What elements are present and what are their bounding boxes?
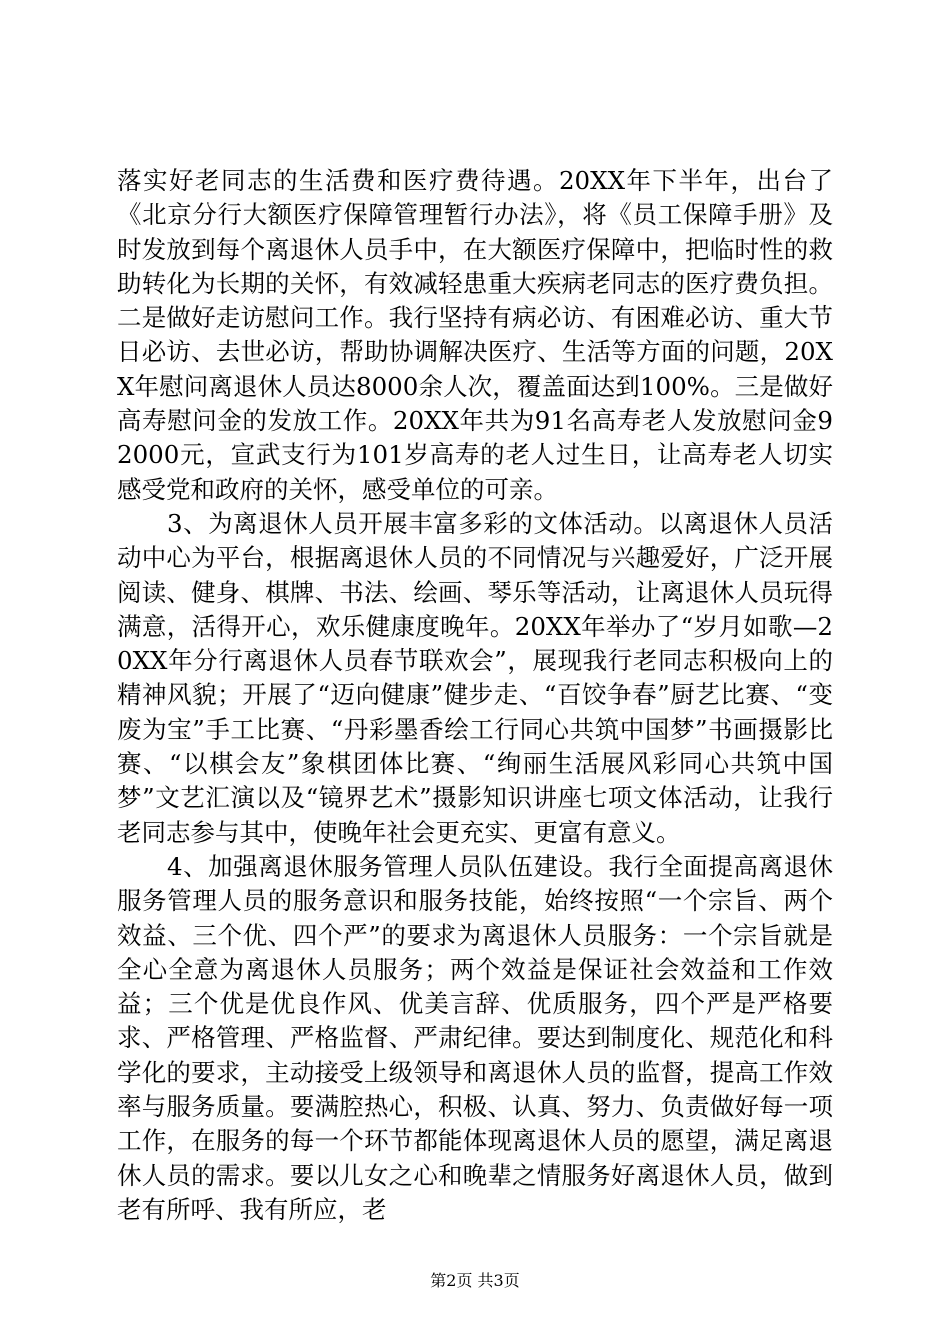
page-footer: 第2页 共3页: [430, 1271, 520, 1290]
paragraph-1: 落实好老同志的生活费和医疗费待遇。20XX年下半年，出台了《北京分行大额医疗保障管理暂行办法》，将《员工保障手册》及时发放到每个离退休人员手中，在大额医疗保障中，把临时性的救助转化为长期的关怀，有效减轻患重大疾病老同志的医疗费负担。二是做好走访慰问工作。我行坚持有病必访、有困难必访、重大节日必访、去世必访，帮助协调解决医疗、生活等方面的问题，20XX年慰问离退休人员达8000余人次，覆盖面达到100%。三是做好高寿慰问金的发放工作。20XX年共为91名高寿老人发放慰问金92000元，宣武支行为101岁高寿的老人过生日，让高寿老人切实感受党和政府的关怀，感受单位的可亲。: [117, 166, 833, 504]
paragraph-3: 4、加强离退休服务管理人员队伍建设。我行全面提高离退休服务管理人员的服务意识和服务技能，始终按照“一个宗旨、两个效益、三个优、四个严”的要求为离退休人员服务：一个宗旨就是全心全意为离退休人员服务；两个效益是保证社会效益和工作效益；三个优是优良作风、优美言辞、优质服务，四个严是严格要求、严格管理、严格监督、严肃纪律。要达到制度化、规范化和科学化的要求，主动接受上级领导和离退休人员的监督，提高工作效率与服务质量。要满腔热心，积极、认真、努力、负责做好每一项工作，在服务的每一个环节都能体现离退休人员的愿望，满足离退休人员的需求。要以儿女之心和晚辈之情服务好离退休人员，做到老有所呼、我有所应，老: [117, 851, 833, 1224]
document-body: [117, 164, 833, 1227]
paragraph-2: 3、为离退休人员开展丰富多彩的文体活动。以离退休人员活动中心为平台，根据离退休人员的不同情况与兴趣爱好，广泛开展阅读、健身、棋牌、书法、绘画、琴乐等活动，让离退休人员玩得满意，活得开心，欢乐健康度晚年。20XX年举办了“岁月如歌—20XX年分行离退休人员春节联欢会”，展现我行老同志积极向上的精神风貌；开展了“迈向健康”健步走、“百饺争春”厨艺比赛、“变废为宝”手工比赛、“丹彩墨香绘工行同心共筑中国梦”书画摄影比赛、“以棋会友”象棋团体比赛、“绚丽生活展风彩同心共筑中国梦”文艺汇演以及“镜界艺术”摄影知识讲座七项文体活动，让我行老同志参与其中，使晚年社会更充实、更富有意义。: [117, 508, 833, 847]
